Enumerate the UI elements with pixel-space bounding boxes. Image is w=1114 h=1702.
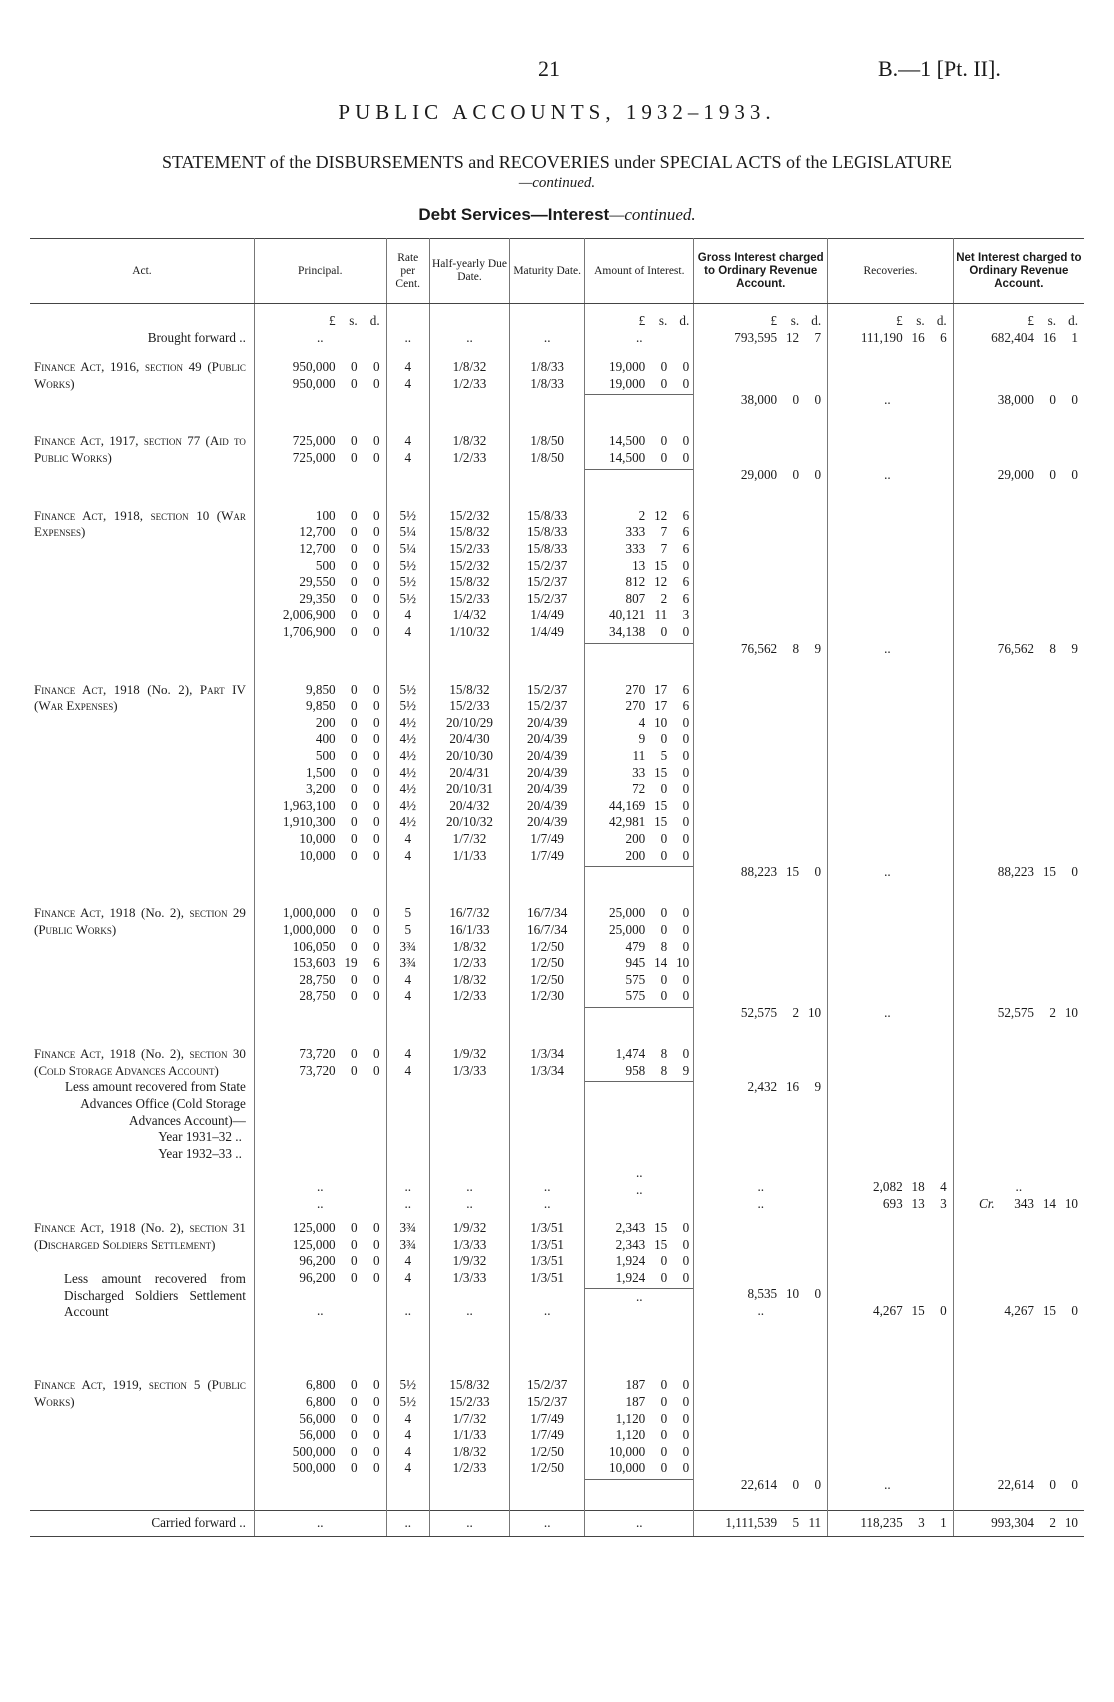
- rate-value: 5½: [399, 507, 416, 523]
- principal-value: 125,000 0 0: [292, 1220, 380, 1236]
- due-date-value: 15/2/33: [449, 590, 490, 606]
- interest-value: 812 12 6: [625, 574, 690, 590]
- gross-interest-value: 88,223 15 0: [740, 864, 822, 880]
- carried-forward-label: Carried forward ..: [30, 1511, 254, 1537]
- act-group: [30, 897, 1084, 1038]
- act-group: [30, 1369, 1084, 1510]
- maturity-date-value: 1/2/50: [530, 938, 565, 954]
- rate-value: 4: [404, 433, 412, 449]
- due-date-value: 1/2/33: [452, 988, 487, 1004]
- principal-value: 1,000,000 0 0: [282, 922, 380, 937]
- principal-value: 56,000 0 0: [299, 1410, 380, 1426]
- interest-value: 1,120 0 0: [615, 1427, 690, 1443]
- principal-value: 500 0 0: [315, 557, 380, 573]
- rate-value: 4½: [399, 814, 416, 830]
- less-recovered-note: Less amount recovered from Discharged Soldiers Settlement Account: [64, 1271, 246, 1320]
- page-title: PUBLIC ACCOUNTS, 1932–1933.: [338, 100, 776, 124]
- interest-value: 14,500 0 0: [608, 433, 690, 449]
- principal-value: 28,750 0 0: [299, 988, 380, 1004]
- principal-value: 1,706,900 0 0: [282, 623, 380, 639]
- interest-value: 19,000 0 0: [608, 375, 690, 391]
- maturity-date-value: 1/3/34: [530, 1062, 565, 1078]
- due-date-value: 1/1/33: [452, 847, 487, 863]
- due-date-value: 15/8/32: [449, 1377, 490, 1393]
- statement-heading: STATEMENT of the DISBURSEMENTS and RECOVERIES under SPECIAL ACTS of the LEGISLATURE: [161, 152, 953, 172]
- gross-interest-value: 2,432 16 9: [747, 1079, 822, 1095]
- gross-interest-value: 22,614 0 0: [740, 1477, 822, 1492]
- principal-value: 10,000 0 0: [299, 831, 380, 847]
- act-description: Finance Act, 1918 (No. 2), section 29 (Public Works): [30, 897, 254, 1038]
- due-date-value: 20/4/30: [449, 731, 490, 747]
- due-date-value: 1/4/32: [452, 607, 487, 623]
- statement-continued: —continued.: [518, 175, 596, 191]
- due-date-value: 1/7/32: [452, 1410, 487, 1426]
- principal-value: 9,850 0 0: [305, 698, 380, 714]
- maturity-date-value: 15/2/37: [527, 681, 568, 697]
- maturity-date-value: 1/7/49: [530, 1410, 565, 1426]
- dots: ..: [466, 329, 473, 345]
- due-date-value: 1/2/33: [452, 955, 487, 971]
- maturity-date-value: 1/7/49: [530, 1427, 565, 1443]
- rate-value: 3¾: [399, 1236, 416, 1252]
- interest-value: 19,000 0 0: [608, 359, 690, 374]
- due-date-value: 1/8/32: [452, 433, 487, 449]
- principal-value: 6,800 0 0: [305, 1394, 380, 1410]
- due-date-value: 1/2/33: [452, 1460, 487, 1476]
- maturity-date-value: 15/2/37: [527, 574, 568, 590]
- due-date-value: 20/4/31: [449, 764, 490, 780]
- maturity-date-value: 20/4/39: [527, 714, 568, 730]
- maturity-date-value: 15/2/37: [527, 557, 568, 573]
- act-description: Finance Act, 1917, section 77 (Aid to Public Works): [30, 425, 254, 499]
- year-1931-label: Year 1931–32 ..: [158, 1129, 242, 1145]
- rate-value: 4: [404, 1046, 412, 1062]
- brought-forward-row: [30, 304, 1084, 352]
- recoveries-dots: ..: [884, 466, 891, 482]
- rate-value: 4: [404, 359, 412, 374]
- due-date-value: 20/4/32: [449, 797, 490, 813]
- col-principal: Principal.: [254, 239, 386, 304]
- interest-value: 333 7 6: [625, 540, 690, 556]
- due-date-value: 15/2/33: [449, 540, 490, 556]
- maturity-date-value: 15/8/33: [527, 524, 568, 540]
- due-date-value: 20/10/32: [446, 814, 493, 830]
- due-date-value: 1/7/32: [452, 831, 487, 847]
- maturity-date-value: 20/4/39: [527, 814, 568, 830]
- interest-value: 34,138 0 0: [608, 623, 690, 639]
- less-recovered-note: Less amount recovered from State Advances Office (Cold Storage Advances Account)—: [64, 1079, 246, 1128]
- cold-storage-group: Finance Act, 1918 (No. 2), section 30 (Cold Storage Advances Account) Less amount recovered from State Advances Office (Cold Storage Advances Account)— Year 1931–32 .. Year 1932–33 .. 73,720 0 0 73,720 0 0 .. .. 4 4 .. .. 1/9/32 1/3/33 .. .. 1/3/34 1/3/34 .. .. 1,474 8 0 958 8 9 .. .. 2,432 16 9 .. .. 2,082 18 4 693 13 3 .. Cr. 343 14 10: [30, 1038, 1084, 1212]
- due-date-value: 15/2/33: [449, 1394, 490, 1410]
- maturity-date-value: 20/4/39: [527, 797, 568, 813]
- interest-value: 187 0 0: [625, 1377, 690, 1393]
- interest-value: 25,000 0 0: [608, 922, 690, 937]
- disbursements-table: [30, 238, 1084, 1537]
- principal-value: 100 0 0: [315, 507, 380, 523]
- principal-value: 725,000 0 0: [292, 449, 380, 465]
- recoveries-dots: ..: [884, 392, 891, 408]
- rate-value: 5½: [399, 557, 416, 573]
- interest-value: 479 8 0: [625, 938, 690, 954]
- interest-value: 187 0 0: [625, 1394, 690, 1410]
- document-reference: B.—1 [Pt. II].: [878, 56, 1001, 81]
- principal-value: 153,603 19 6: [292, 955, 380, 971]
- carried-forward-net: 993,304 2 10: [991, 1515, 1078, 1531]
- interest-value: 200 0 0: [625, 847, 690, 863]
- rate-value: 4: [404, 449, 412, 465]
- principal-value: 200 0 0: [315, 714, 380, 730]
- due-date-value: 1/3/33: [452, 1269, 487, 1285]
- interest-value: 33 15 0: [632, 764, 690, 780]
- act-description: Finance Act, 1918 (No. 2), Part IV (War Expenses): [30, 674, 254, 898]
- rate-value: 4: [404, 988, 412, 1004]
- rate-value: 5½: [399, 681, 416, 697]
- act-description: Finance Act, 1918, section 10 (War Expenses): [30, 500, 254, 674]
- maturity-date-value: 16/7/34: [527, 905, 568, 921]
- gross-interest-value: 8,535 10 0: [747, 1286, 822, 1302]
- gross-interest-value: 38,000 0 0: [740, 392, 822, 408]
- maturity-date-value: 1/2/50: [530, 1443, 565, 1459]
- maturity-date-value: 20/4/39: [527, 748, 568, 764]
- maturity-date-value: 15/2/37: [527, 590, 568, 606]
- principal-value: 28,750 0 0: [299, 971, 380, 987]
- rate-value: 4½: [399, 748, 416, 764]
- recoveries-dots: ..: [884, 640, 891, 656]
- net-interest-value: 52,575 2 10: [997, 1004, 1078, 1020]
- carried-forward-gross: 1,111,539 5 11: [725, 1515, 822, 1531]
- maturity-date-value: 16/7/34: [527, 922, 568, 937]
- due-date-value: 20/10/29: [446, 714, 493, 730]
- currency-units: £ s. d.: [638, 313, 690, 328]
- rate-value: 5½: [399, 698, 416, 714]
- maturity-date-value: 15/2/37: [527, 698, 568, 714]
- currency-units: £ s. d.: [1027, 313, 1078, 328]
- net-interest-value: 38,000 0 0: [997, 392, 1078, 408]
- rate-value: 4: [404, 831, 412, 847]
- principal-value: 400 0 0: [315, 731, 380, 747]
- maturity-date-value: 20/4/39: [527, 764, 568, 780]
- principal-value: 950,000 0 0: [292, 359, 380, 374]
- principal-value: 500,000 0 0: [292, 1443, 380, 1459]
- due-date-value: 1/2/33: [452, 375, 487, 391]
- maturity-date-value: 1/3/51: [530, 1220, 565, 1236]
- principal-value: 73,720 0 0: [299, 1046, 380, 1062]
- principal-value: 10,000 0 0: [299, 847, 380, 863]
- maturity-date-value: 1/3/51: [530, 1253, 565, 1269]
- carried-forward-row: Carried forward .. .. .. .. .. .. 1,111,539 5 11 118,235 3 1 993,304 2 10: [30, 1511, 1084, 1537]
- maturity-date-value: 1/7/49: [530, 831, 565, 847]
- rate-value: 4: [404, 1443, 412, 1459]
- interest-value: 270 17 6: [625, 698, 690, 714]
- principal-value: 96,200 0 0: [299, 1253, 380, 1269]
- maturity-date-value: 1/3/51: [530, 1236, 565, 1252]
- recoveries-value: 4,267 15 0: [873, 1303, 947, 1319]
- rate-value: 4: [404, 971, 412, 987]
- maturity-date-value: 1/4/49: [530, 607, 565, 623]
- gross-interest-value: 29,000 0 0: [740, 466, 822, 482]
- net-interest-value: 76,562 8 9: [997, 640, 1078, 656]
- principal-value: 1,963,100 0 0: [282, 797, 380, 813]
- net-interest-value: 22,614 0 0: [997, 1477, 1078, 1492]
- principal-value: 125,000 0 0: [292, 1236, 380, 1252]
- interest-value: 2,343 15 0: [615, 1236, 690, 1252]
- due-date-value: 1/2/33: [452, 449, 487, 465]
- dots: ..: [404, 329, 412, 345]
- rate-value: 4: [404, 623, 412, 639]
- net-interest-value: 4,267 15 0: [1004, 1303, 1078, 1319]
- due-date-value: 1/8/32: [452, 1443, 487, 1459]
- page-number: 21: [538, 56, 560, 81]
- principal-value: 2,006,900 0 0: [282, 607, 380, 623]
- rate-value: 4½: [399, 797, 416, 813]
- principal-value: 1,910,300 0 0: [282, 814, 380, 830]
- due-date-value: 1/8/32: [452, 359, 487, 374]
- recovery-1931-value: 2,082 18 4: [873, 1178, 947, 1194]
- principal-value: 106,050 0 0: [292, 938, 380, 954]
- brought-forward-recoveries: 111,190 16 6: [860, 329, 947, 345]
- rate-value: 5: [404, 922, 412, 937]
- act-group: [30, 674, 1084, 898]
- interest-value: 11 5 0: [632, 748, 690, 764]
- col-amount-interest: Amount of Interest.: [585, 239, 694, 304]
- due-date-value: 15/8/32: [449, 574, 490, 590]
- act-description: Finance Act, 1918 (No. 2), section 31 (Discharged Soldiers Settlement) Less amount recovered from Discharged Soldiers Settlement Account: [30, 1212, 254, 1369]
- net-interest-value: 29,000 0 0: [997, 466, 1078, 482]
- principal-value: 29,550 0 0: [299, 574, 380, 590]
- principal-value: 73,720 0 0: [299, 1062, 380, 1078]
- maturity-date-value: 1/8/50: [530, 433, 565, 449]
- rate-value: 4: [404, 1269, 412, 1285]
- interest-value: 270 17 6: [625, 681, 690, 697]
- principal-value: 96,200 0 0: [299, 1269, 380, 1285]
- principal-value: 500 0 0: [315, 748, 380, 764]
- maturity-date-value: 1/8/33: [530, 375, 565, 391]
- header-row: [30, 239, 1084, 304]
- due-date-value: 1/8/32: [452, 971, 487, 987]
- due-date-value: 16/7/32: [449, 905, 490, 921]
- col-rate: Rate per Cent.: [386, 239, 429, 304]
- interest-value: 958 8 9: [625, 1062, 690, 1078]
- rate-value: 4: [404, 847, 412, 863]
- act-group: [30, 500, 1084, 674]
- rate-value: 4: [404, 1410, 412, 1426]
- recoveries-dots: ..: [884, 864, 891, 880]
- maturity-date-value: 1/4/49: [530, 623, 565, 639]
- interest-value: 25,000 0 0: [608, 905, 690, 921]
- due-date-value: 1/9/32: [452, 1253, 487, 1269]
- gross-interest-value: 76,562 8 9: [740, 640, 822, 656]
- col-recoveries: Recoveries.: [828, 239, 954, 304]
- act-description: Finance Act, 1918 (No. 2), section 30 (Cold Storage Advances Account) Less amount recovered from State Advances Office (Cold Storage Advances Account)— Year 1931–32 .. Year 1932–33 ..: [30, 1038, 254, 1212]
- due-date-value: 1/1/33: [452, 1427, 487, 1443]
- principal-value: 12,700 0 0: [299, 524, 380, 540]
- act-description: Finance Act, 1916, section 49 (Public Works): [30, 351, 254, 425]
- rate-value: 4: [404, 1253, 412, 1269]
- interest-value: 44,169 15 0: [608, 797, 690, 813]
- due-date-value: 20/10/30: [446, 748, 493, 764]
- recovery-1932-value: 693 13 3: [882, 1195, 947, 1211]
- principal-value: 29,350 0 0: [299, 590, 380, 606]
- maturity-date-value: 1/8/33: [530, 359, 565, 374]
- interest-value: 333 7 6: [625, 524, 690, 540]
- act-group: [30, 425, 1084, 499]
- recoveries-dots: ..: [884, 1004, 891, 1020]
- section-continued: —continued.: [609, 205, 696, 224]
- maturity-date-value: 15/8/33: [527, 507, 568, 523]
- act-description: Finance Act, 1919, section 5 (Public Works): [30, 1369, 254, 1510]
- interest-value: 575 0 0: [625, 971, 690, 987]
- interest-value: 13 15 0: [632, 557, 690, 573]
- discharged-soldiers-group: Finance Act, 1918 (No. 2), section 31 (Discharged Soldiers Settlement) Less amount recovered from Discharged Soldiers Settlement Account 125,000 0 0 125,000 0 0 96,200 0 0 96,200 0 0 .. 3¾ 3¾ 4 4 .. 1/9/32 1/3/33 1/9/32 1/3/33 .. 1/3/51 1/3/51 1/3/51 1/3/51 .. 2,343 15 0 2,343 15 0 1,924 0 0 1,924 0 0 .. 8,535 10 0 .. 4,267 15 0 4,267 15 0: [30, 1212, 1084, 1369]
- interest-value: 2,343 15 0: [615, 1220, 690, 1236]
- dots: ..: [636, 329, 643, 345]
- interest-value: 2 12 6: [638, 507, 690, 523]
- rate-value: 5½: [399, 1394, 416, 1410]
- interest-value: 1,120 0 0: [615, 1410, 690, 1426]
- rate-value: 3¾: [399, 955, 416, 971]
- maturity-date-value: 1/2/50: [530, 971, 565, 987]
- rate-value: 3¾: [399, 938, 416, 954]
- rate-value: 4½: [399, 714, 416, 730]
- maturity-date-value: 1/3/51: [530, 1269, 565, 1285]
- due-date-value: 1/10/32: [449, 623, 490, 639]
- interest-value: 72 0 0: [632, 781, 690, 797]
- interest-value: 4 10 0: [638, 714, 690, 730]
- principal-value: 56,000 0 0: [299, 1427, 380, 1443]
- interest-value: 10,000 0 0: [608, 1460, 690, 1476]
- maturity-date-value: 1/2/30: [530, 988, 565, 1004]
- brought-forward-gross: 793,595 12 7: [734, 329, 822, 345]
- dots: ..: [543, 329, 551, 345]
- principal-value: 950,000 0 0: [292, 375, 380, 391]
- rate-value: 5: [404, 905, 412, 921]
- brought-forward-label: Brought forward ..: [30, 304, 254, 352]
- rate-value: 4: [404, 1460, 412, 1476]
- maturity-date-value: 1/2/50: [530, 955, 565, 971]
- rate-value: 4½: [399, 781, 416, 797]
- maturity-date-value: 20/4/39: [527, 781, 568, 797]
- interest-value: 40,121 11 3: [608, 607, 690, 623]
- due-date-value: 1/9/32: [452, 1220, 487, 1236]
- rate-value: 5¼: [399, 524, 416, 540]
- maturity-date-value: 1/3/34: [530, 1046, 565, 1062]
- interest-value: 10,000 0 0: [608, 1443, 690, 1459]
- rate-value: 4½: [399, 731, 416, 747]
- year-1932-label: Year 1932–33 ..: [158, 1145, 242, 1161]
- maturity-date-value: 15/2/37: [527, 1394, 568, 1410]
- carried-forward-recoveries: 118,235 3 1: [860, 1515, 947, 1531]
- col-act: Act.: [30, 239, 254, 304]
- interest-value: 1,924 0 0: [615, 1253, 690, 1269]
- rate-value: 5½: [399, 590, 416, 606]
- due-date-value: 1/3/33: [452, 1236, 487, 1252]
- currency-units: £ s. d.: [770, 313, 822, 328]
- col-maturity: Maturity Date.: [510, 239, 585, 304]
- interest-value: 1,474 8 0: [615, 1046, 690, 1062]
- interest-value: 200 0 0: [625, 831, 690, 847]
- due-date-value: 1/3/33: [452, 1062, 487, 1078]
- interest-value: 1,924 0 0: [615, 1269, 690, 1285]
- currency-units: £ s. d.: [896, 313, 947, 328]
- rate-value: 4: [404, 607, 412, 623]
- principal-value: 6,800 0 0: [305, 1377, 380, 1393]
- due-date-value: 20/10/31: [446, 781, 493, 797]
- dots: ..: [316, 329, 324, 345]
- principal-value: 1,500 0 0: [305, 764, 380, 780]
- act-group: [30, 351, 1084, 425]
- principal-value: 1,000,000 0 0: [282, 905, 380, 921]
- interest-value: 807 2 6: [625, 590, 690, 606]
- interest-value: 42,981 15 0: [608, 814, 690, 830]
- maturity-date-value: 1/7/49: [530, 847, 565, 863]
- col-gross-interest: Gross Interest charged to Ordinary Revenue Account.: [694, 239, 828, 304]
- due-date-value: 15/2/32: [449, 507, 490, 523]
- maturity-date-value: 1/8/50: [530, 449, 565, 465]
- principal-value: 725,000 0 0: [292, 433, 380, 449]
- due-date-value: 1/8/32: [452, 938, 487, 954]
- interest-value: 9 0 0: [638, 731, 690, 747]
- maturity-date-value: 15/2/37: [527, 1377, 568, 1393]
- interest-value: 14,500 0 0: [608, 449, 690, 465]
- due-date-value: 15/2/32: [449, 557, 490, 573]
- rate-value: 3¾: [399, 1220, 416, 1236]
- brought-forward-net: 682,404 16 1: [991, 329, 1078, 345]
- principal-value: 3,200 0 0: [305, 781, 380, 797]
- due-date-value: 16/1/33: [449, 922, 490, 937]
- recoveries-dots: ..: [884, 1477, 891, 1492]
- rate-value: 4: [404, 375, 412, 391]
- rate-value: 4: [404, 1062, 412, 1078]
- col-half-yearly: Half-yearly Due Date.: [429, 239, 509, 304]
- rate-value: 5½: [399, 574, 416, 590]
- currency-units: £ s. d.: [329, 313, 380, 328]
- due-date-value: 15/8/32: [449, 524, 490, 540]
- net-interest-value: 88,223 15 0: [997, 864, 1078, 880]
- principal-value: 12,700 0 0: [299, 540, 380, 556]
- interest-value: 945 14 10: [625, 955, 690, 971]
- maturity-date-value: 20/4/39: [527, 731, 568, 747]
- interest-value: 575 0 0: [625, 988, 690, 1004]
- maturity-date-value: 15/8/33: [527, 540, 568, 556]
- net-interest-value: Cr. 343 14 10: [978, 1195, 1078, 1211]
- rate-value: 5¼: [399, 540, 416, 556]
- principal-value: 9,850 0 0: [305, 681, 380, 697]
- principal-value: 500,000 0 0: [292, 1460, 380, 1476]
- due-date-value: 1/9/32: [452, 1046, 487, 1062]
- gross-interest-value: 52,575 2 10: [740, 1004, 822, 1020]
- rate-value: 4½: [399, 764, 416, 780]
- due-date-value: 15/8/32: [449, 681, 490, 697]
- maturity-date-value: 1/2/50: [530, 1460, 565, 1476]
- col-net-interest: Net Interest charged to Ordinary Revenue Account.: [953, 239, 1084, 304]
- rate-value: 5½: [399, 1377, 416, 1393]
- section-heading: [0, 205, 1114, 225]
- rate-value: 4: [404, 1427, 412, 1443]
- section-title: Debt Services—Interest: [418, 205, 610, 224]
- due-date-value: 15/2/33: [449, 698, 490, 714]
